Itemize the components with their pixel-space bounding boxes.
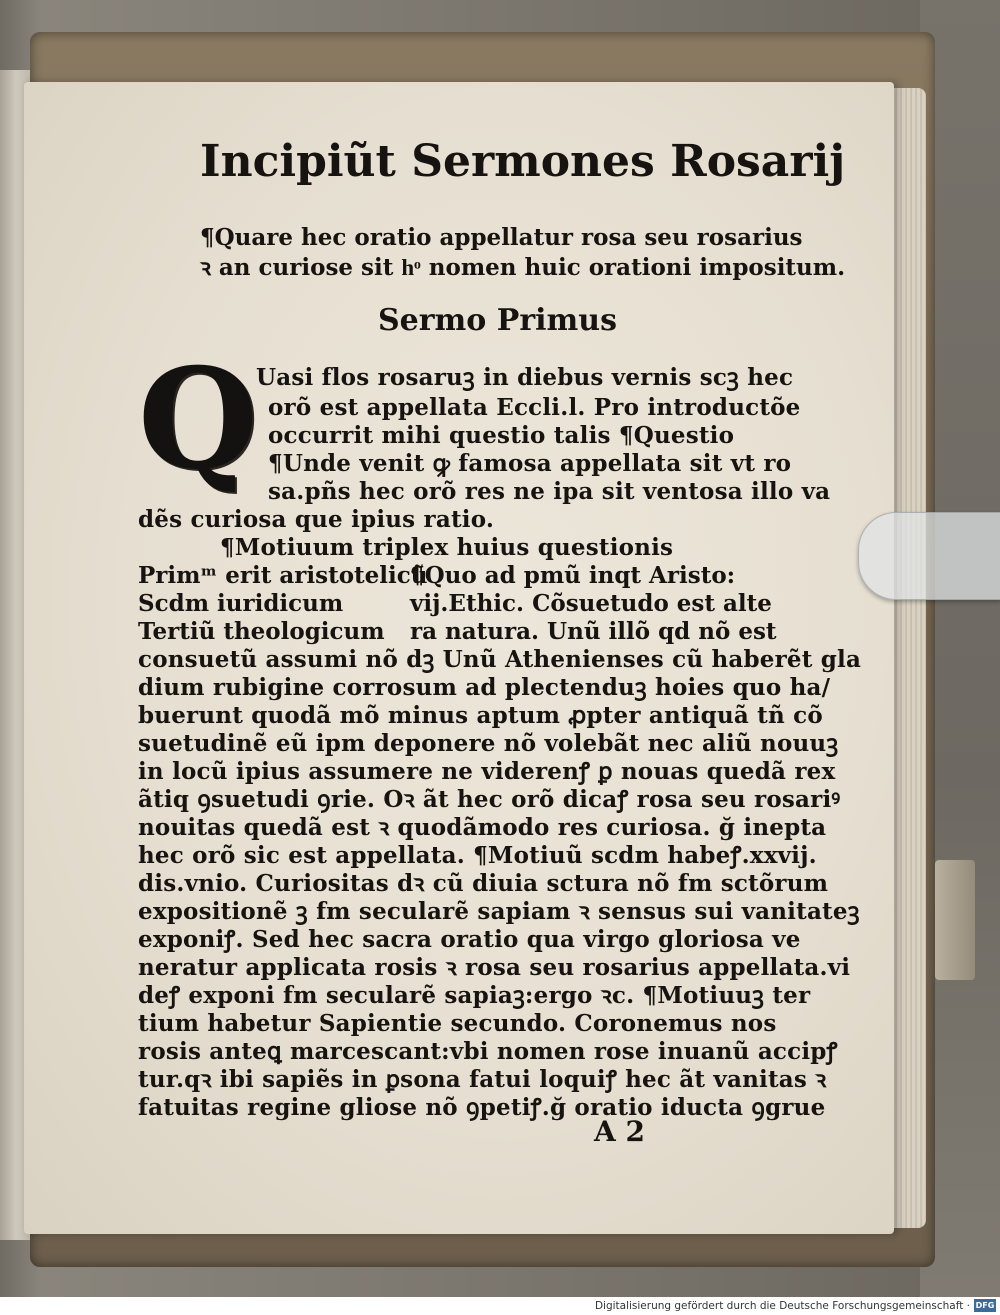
body-line-16: tur.qꝛ ibi sapiẽs in ꝑsona fatui loquiꝭ hec ãt vanitas ꝛ bbox=[138, 1066, 827, 1093]
body-line-a1: dẽs curiosa que ipius ratio. bbox=[138, 506, 495, 533]
signature-mark: A 2 bbox=[594, 1115, 645, 1148]
body-line-6: ãtiq ꝯsuetudi ꝯrie. Oꝛ ãt hec orõ dicaꝭ rosa seu rosariꝰ bbox=[138, 786, 841, 813]
body-line-12: neratur applicata rosis ꝛ rosa seu rosarius appellata.vi bbox=[138, 954, 851, 981]
page-heading: Incipiũt Sermones Rosarij bbox=[200, 136, 846, 187]
body-line-3: buerunt quodã mõ minus aptum ꝓpter antiquã tñ cõ bbox=[138, 702, 823, 729]
indented-line-5: sa.pñs hec orõ res ne ipa sit ventosa illo va bbox=[268, 478, 831, 505]
intro-line-1: ¶Quare hec oratio appellatur rosa seu rosarius bbox=[200, 224, 803, 251]
body-line-1: consuetũ assumi nõ dꝫ Unũ Athenienses cũ haberẽt gla bbox=[138, 646, 862, 673]
body-line-17: fatuitas regine gliose nõ ꝯpetiꝭ.ğ oratio iducta ꝯgrue bbox=[138, 1094, 826, 1121]
body-line-15: rosis anteꝗ marcescant:vbi nomen rose inuanũ accipꝭ bbox=[138, 1038, 838, 1065]
right-column-line-1: ¶Quo ad pmũ inqt Aristo: bbox=[410, 562, 736, 589]
right-column-line-3: ra natura. Unũ illõ qd nõ est bbox=[410, 618, 777, 645]
right-column-line-2: vij.Ethic. Cõsuetudo est alte bbox=[410, 590, 772, 617]
body-line-11: exponiꝭ. Sed hec sacra oratio qua virgo gloriosa ve bbox=[138, 926, 801, 953]
left-column-line-3: Tertiũ theologicum bbox=[138, 618, 385, 645]
section-title: Sermo Primus bbox=[378, 303, 617, 338]
indented-line-4: ¶Unde venit ꝙ famosa appellata sit vt ro bbox=[268, 450, 792, 477]
plastic-page-clip bbox=[858, 512, 1000, 600]
left-column-line-1: Primᵐ erit aristotelicũ bbox=[138, 562, 428, 589]
body-line-a2: ¶Motiuum triplex huius questionis bbox=[220, 534, 674, 561]
intro-line-2: ꝛ an curiose sit hͦ nomen huic orationi impositum. bbox=[200, 254, 846, 281]
body-line-13: deꝭ exponi fm secularẽ sapiaꝫ:ergo ꝛc. ¶Motiuuꝫ ter bbox=[138, 982, 811, 1009]
decorated-initial: Q bbox=[137, 337, 259, 500]
body-line-10: expositionẽ ꝫ fm secularẽ sapiam ꝛ sensus sui vanitateꝫ bbox=[138, 898, 860, 925]
body-line-8: hec orõ sic est appellata. ¶Motiuũ scdm habeꝭ.xxvij. bbox=[138, 842, 817, 869]
indented-line-1: Uasi flos rosaruꝫ in diebus vernis scꝫ hec bbox=[256, 364, 794, 391]
footer-credit: Digitalisierung gefördert durch die Deutsche Forschungsgemeinschaft · bbox=[594, 1300, 970, 1312]
body-line-9: dis.vnio. Curiositas dꝛ cũ diuia sctura nõ fm sctõrum bbox=[138, 870, 829, 897]
dfg-logo-badge: DFG bbox=[975, 1301, 995, 1310]
body-line-5: in locũ ipius assumere ne viderenꝭ ꝑ nouas quedã rex bbox=[138, 758, 836, 785]
binding-tie bbox=[935, 860, 975, 980]
left-column-line-2: Scdm iuridicum bbox=[138, 590, 344, 617]
body-line-7: nouitas quedã est ꝛ quodãmodo res curiosa. ğ inepta bbox=[138, 814, 827, 841]
indented-line-3: occurrit mihi questio talis ¶Questio bbox=[268, 422, 735, 449]
body-line-2: dium rubigine corrosum ad plectenduꝫ hoies quo ha/ bbox=[138, 674, 831, 701]
body-line-4: suetudinẽ eũ ipm deponere nõ volebãt nec aliũ nouuꝫ bbox=[138, 730, 839, 757]
indented-line-2: orõ est appellata Eccli.l. Pro introductõe bbox=[268, 394, 801, 421]
body-line-14: tium habetur Sapientie secundo. Coronemus nos bbox=[138, 1010, 777, 1037]
